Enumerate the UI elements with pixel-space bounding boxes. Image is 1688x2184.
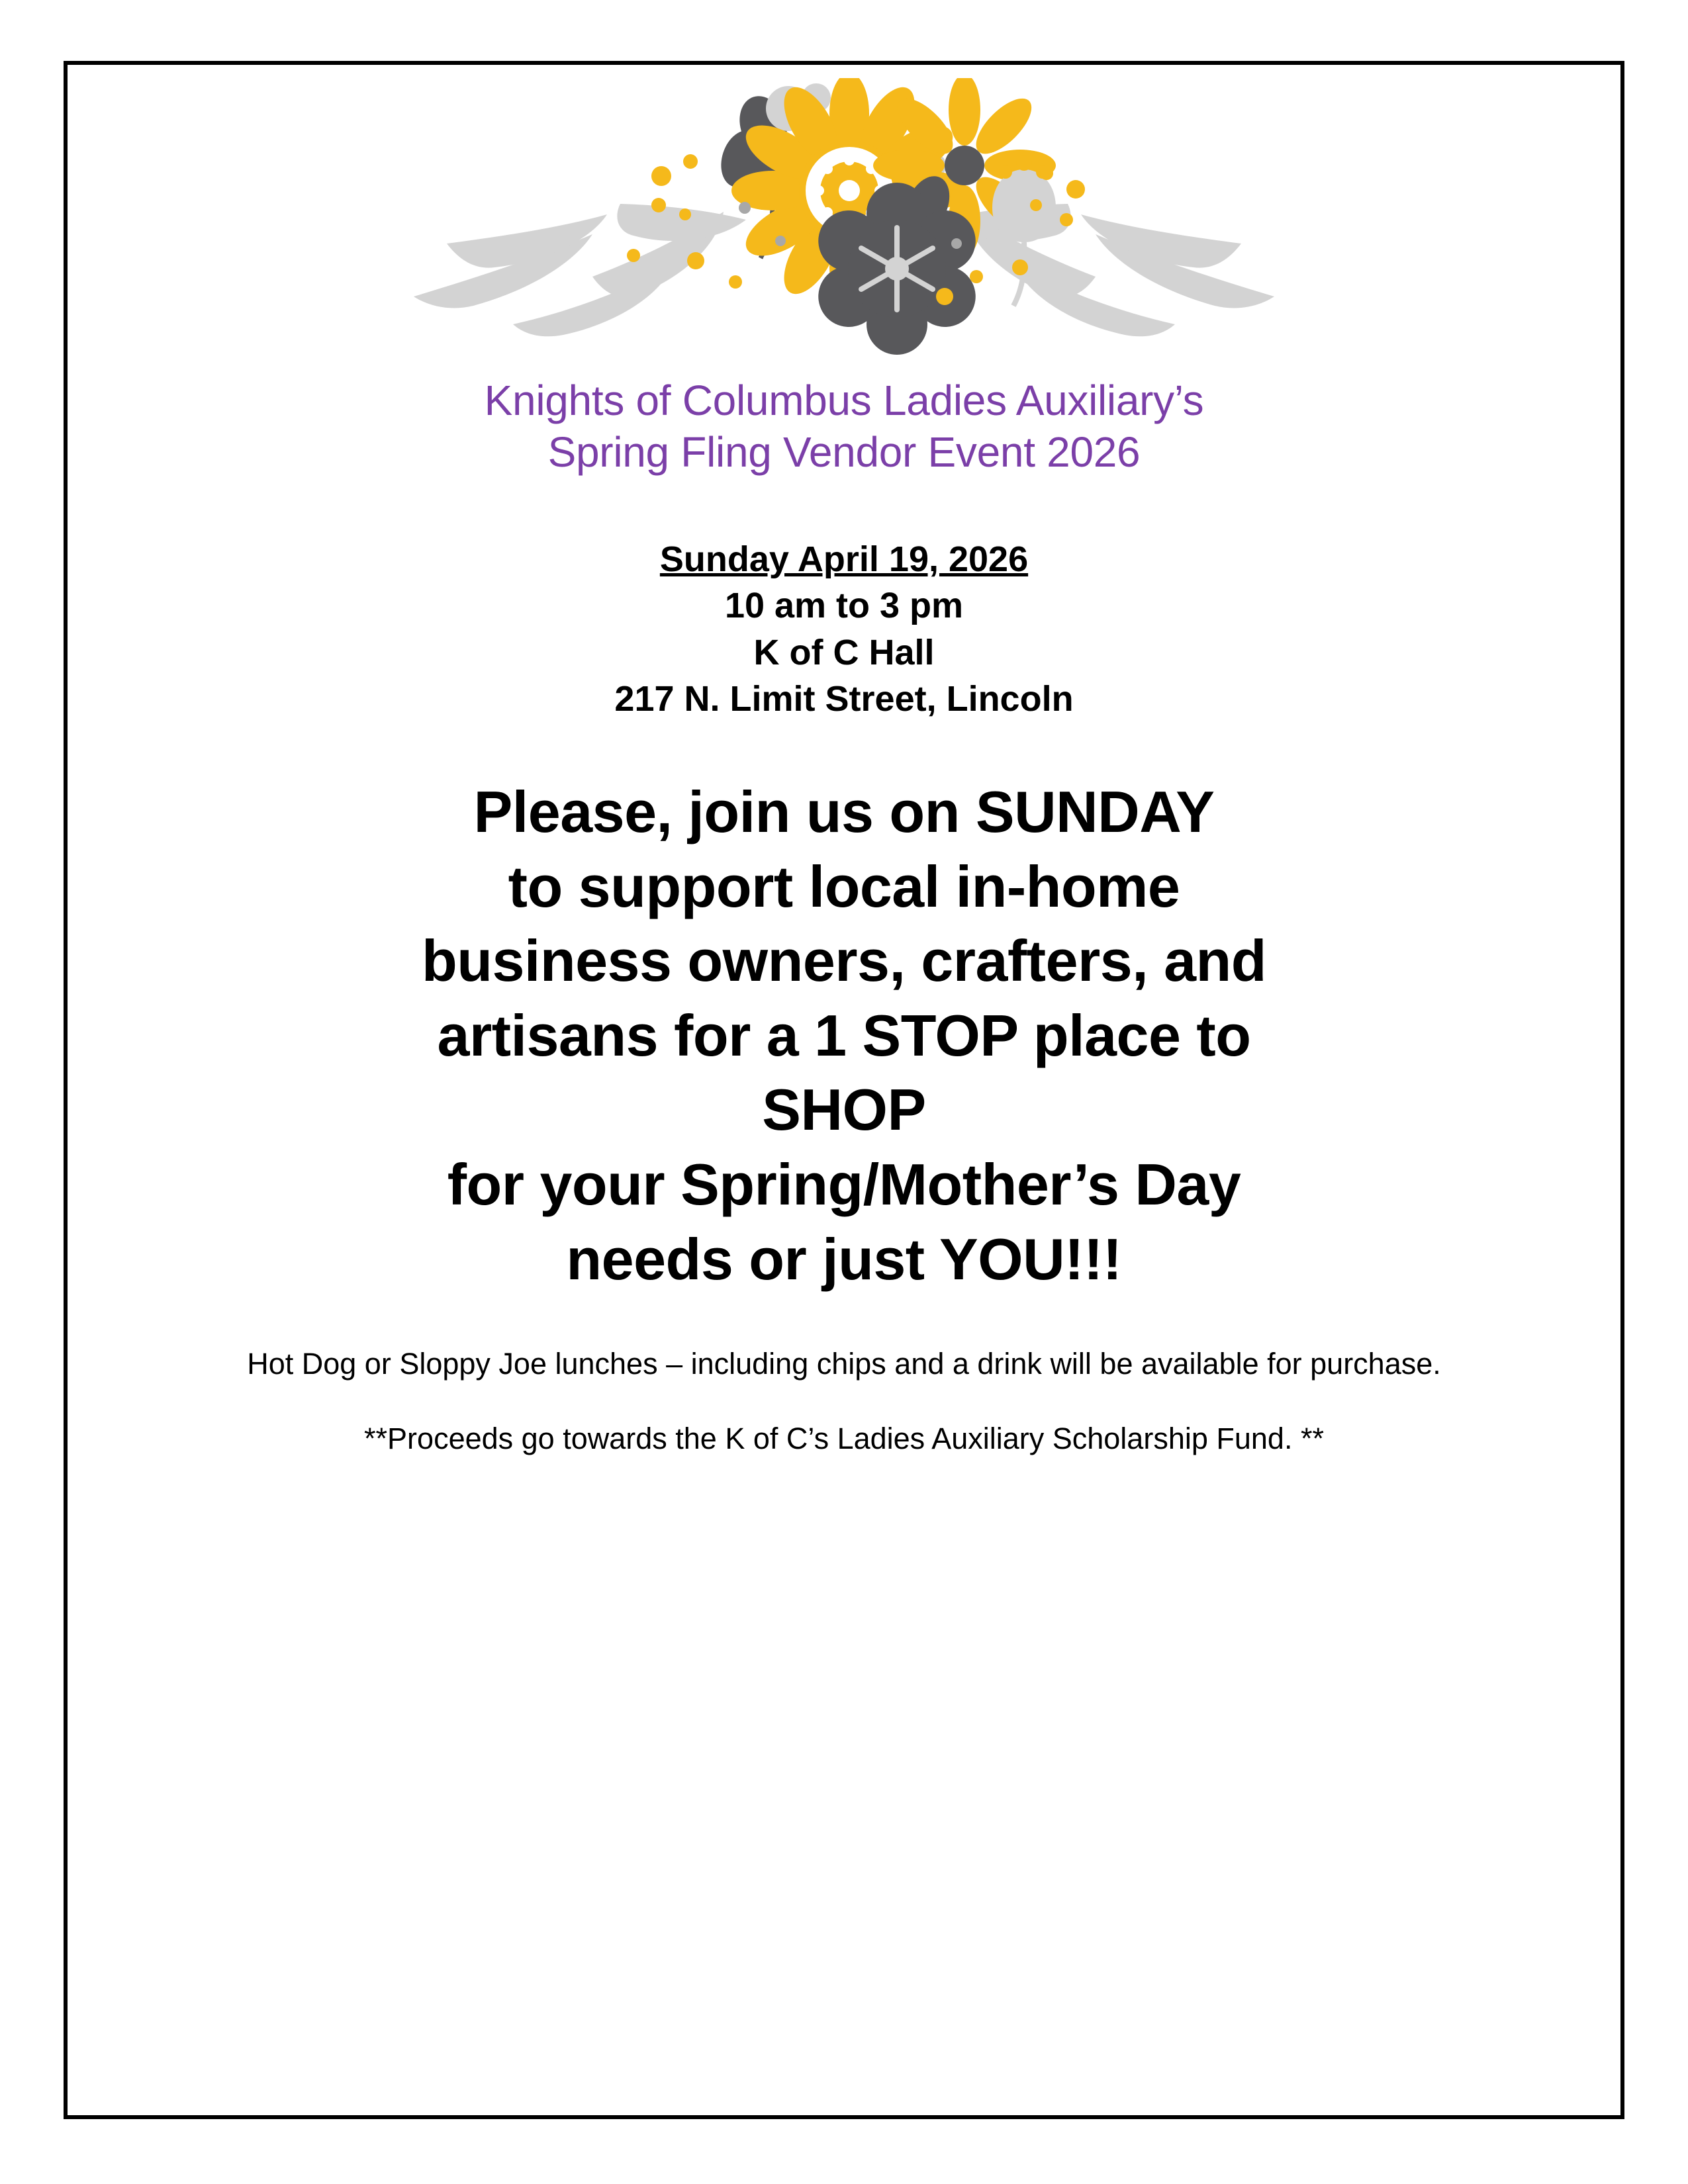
floral-header-illustration (374, 78, 1314, 356)
event-address: 217 N. Limit Street, Lincoln (614, 678, 1074, 719)
lunch-note-text: Hot Dog or Sloppy Joe lunches – including chips and a drink will be available for purchase. (247, 1347, 1441, 1381)
event-details (167, 536, 1521, 722)
lunch-note (167, 1344, 1521, 1385)
flyer-content (68, 65, 1620, 2115)
proceeds-note (167, 1419, 1521, 1459)
pitch-line-5: SHOP (762, 1077, 926, 1143)
pitch-line-4: artisans for a 1 STOP place to (437, 1002, 1251, 1068)
pitch-line-1: Please, join us on SUNDAY (473, 778, 1215, 844)
event-notes (167, 1344, 1521, 1459)
event-time: 10 am to 3 pm (724, 586, 964, 626)
event-title-line-1: Knights of Columbus Ladies Auxiliary’s (484, 377, 1204, 424)
pitch-line-3: business owners, crafters, and (421, 928, 1267, 994)
pitch-line-7: needs or just YOU!!! (566, 1226, 1122, 1292)
proceeds-note-text: **Proceeds go towards the K of C’s Ladies Auxiliary Scholarship Fund. ** (364, 1422, 1324, 1456)
event-date: Sunday April 19, 2026 (659, 539, 1029, 580)
event-title (167, 375, 1521, 478)
event-title-line-2: Spring Fling Vendor Event 2026 (547, 428, 1141, 477)
event-venue: K of C Hall (753, 632, 935, 672)
pitch-line-2: to support local in-home (508, 853, 1180, 919)
event-pitch (167, 775, 1521, 1297)
flyer-border (64, 61, 1624, 2119)
pitch-line-6: for your Spring/Mother’s Day (447, 1152, 1241, 1218)
